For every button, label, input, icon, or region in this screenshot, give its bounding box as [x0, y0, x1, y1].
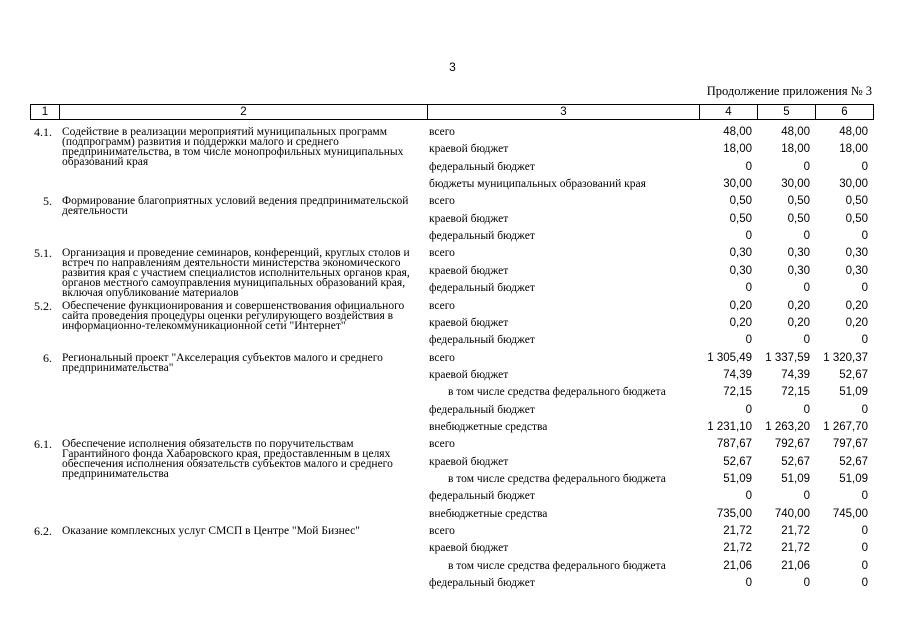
- value-col-6: 0: [861, 542, 868, 555]
- funding-source-sub: в том числе средства федерального бюджета: [448, 473, 666, 485]
- funding-source: всего: [429, 126, 455, 138]
- header-col-2: 2: [60, 105, 428, 120]
- value-col-4: 18,00: [723, 143, 752, 156]
- value-col-5: 1 337,59: [765, 351, 810, 364]
- funding-source: всего: [429, 195, 455, 208]
- value-col-6: 797,67: [832, 438, 868, 451]
- value-col-4: 0,30: [729, 264, 752, 277]
- value-col-4: 48,00: [723, 126, 752, 138]
- funding-source: всего: [429, 351, 455, 364]
- page-number: 3: [449, 60, 456, 74]
- value-col-6: 0,20: [845, 299, 868, 312]
- value-col-6: 745,00: [832, 507, 868, 520]
- value-col-5: 0,20: [787, 316, 810, 329]
- funding-source: краевой бюджет: [429, 212, 509, 225]
- value-col-5: 72,15: [781, 386, 810, 399]
- value-col-5: 1 263,20: [765, 420, 810, 433]
- value-col-6: 0: [861, 490, 868, 503]
- value-col-6: 0,30: [845, 264, 868, 277]
- value-col-4: 1 231,10: [707, 420, 752, 433]
- item-number: 4.1.: [34, 125, 52, 139]
- funding-source-sub: в том числе средства федерального бюджета: [448, 386, 666, 399]
- value-col-6: 52,67: [839, 455, 868, 468]
- header-col-6: 6: [816, 105, 874, 120]
- value-col-5: 21,72: [781, 542, 810, 555]
- value-col-6: 0: [861, 559, 868, 572]
- header-col-1: 1: [31, 105, 60, 120]
- value-col-5: 0,50: [787, 212, 810, 225]
- item-number: 6.1.: [34, 437, 52, 452]
- value-col-5: 52,67: [781, 455, 810, 468]
- item-title: Содействие в реализации мероприятий муниципальных программ (подпрограмм) развития и поддержки малого и среднего предпринимательства, в том числе монопрофильных муниципальных образований края: [62, 126, 404, 168]
- value-col-5: 74,39: [781, 368, 810, 381]
- item-title: Обеспечение функционирования и совершенствования официального сайта проведения процедуры оценки регулирующего воздействия в информационно-телекоммуникационной сети "Интернет": [62, 299, 405, 332]
- funding-source: федеральный бюджет: [429, 160, 535, 173]
- value-col-4: 21,06: [723, 559, 752, 572]
- value-col-6: 0: [861, 577, 868, 590]
- item-title: Оказание комплексных услуг СМСП в Центре "Мой Бизнес": [62, 525, 360, 538]
- value-col-4: 0,20: [729, 299, 752, 312]
- value-col-4: 0: [745, 403, 752, 416]
- value-col-4: 0: [745, 160, 752, 173]
- item-title: Формирование благоприятных условий ведения предпринимательской деятельности: [62, 195, 409, 218]
- value-col-6: 0: [861, 334, 868, 347]
- item-number: 5.2.: [34, 298, 52, 313]
- value-col-5: 18,00: [781, 143, 810, 156]
- value-col-5: 0: [803, 160, 810, 173]
- item-number: 5.1.: [34, 246, 52, 261]
- item-title: Организация и проведение семинаров, конференций, круглых столов и встреч по направлениям деятельности министерства экономического развития края с участием специалистов исполнительных органов края, органов местного самоуправления муниципальных образований края, включая опубликование материалов: [62, 247, 410, 300]
- value-col-5: 51,09: [781, 473, 810, 485]
- value-col-4: 0,50: [729, 195, 752, 208]
- item-title: Обеспечение исполнения обязательств по поручительствам Гарантийного фонда Хабаровского края, предоставленным в целях обеспечения исполнения обязательств субъектов малого и среднего предпринимательства: [62, 438, 393, 481]
- value-col-4: 0: [745, 490, 752, 503]
- funding-source: федеральный бюджет: [429, 403, 535, 416]
- item-number: 5.: [43, 194, 52, 209]
- continuation-label: Продолжение приложения № 3: [706, 84, 872, 98]
- value-col-5: 0: [803, 403, 810, 416]
- value-col-6: 0,50: [845, 195, 868, 208]
- value-col-5: 0,30: [787, 264, 810, 277]
- value-col-6: 1 320,37: [823, 351, 868, 364]
- value-col-6: 18,00: [839, 143, 868, 156]
- value-col-5: 0,20: [787, 299, 810, 312]
- value-col-4: 30,00: [723, 178, 752, 191]
- value-col-5: 30,00: [781, 178, 810, 191]
- header-col-3: 3: [428, 105, 700, 120]
- value-col-5: 0: [803, 490, 810, 503]
- value-col-4: 0: [745, 282, 752, 295]
- value-col-6: 52,67: [839, 368, 868, 381]
- value-col-6: 0: [861, 282, 868, 295]
- value-col-5: 0: [803, 282, 810, 295]
- funding-source: краевой бюджет: [429, 455, 509, 468]
- value-col-5: 792,67: [774, 438, 810, 451]
- funding-source: краевой бюджет: [429, 542, 509, 555]
- value-col-5: 0,50: [787, 195, 810, 208]
- value-col-5: 48,00: [781, 126, 810, 138]
- item-number: 6.2.: [34, 524, 52, 539]
- funding-source-sub: в том числе средства федерального бюджета: [448, 559, 666, 572]
- value-col-4: 0: [745, 334, 752, 347]
- funding-source: внебюджетные средства: [429, 420, 548, 433]
- value-col-6: 0: [861, 525, 868, 538]
- value-col-6: 48,00: [839, 126, 868, 138]
- item-title: Региональный проект "Акселерация субъектов малого и среднего предпринимательства": [62, 351, 383, 374]
- value-col-5: 0: [803, 334, 810, 347]
- funding-source: краевой бюджет: [429, 143, 509, 156]
- value-col-5: 0: [803, 230, 810, 243]
- funding-source: краевой бюджет: [429, 264, 509, 277]
- value-col-4: 1 305,49: [707, 351, 752, 364]
- funding-source: внебюджетные средства: [429, 507, 548, 520]
- value-col-4: 787,67: [716, 438, 752, 451]
- value-col-4: 735,00: [716, 507, 752, 520]
- funding-source: федеральный бюджет: [429, 230, 535, 243]
- value-col-4: 74,39: [723, 368, 752, 381]
- funding-source: федеральный бюджет: [429, 577, 535, 590]
- value-col-5: 740,00: [774, 507, 810, 520]
- value-col-6: 0,20: [845, 316, 868, 329]
- value-col-4: 72,15: [723, 386, 752, 399]
- value-col-4: 0,20: [729, 316, 752, 329]
- value-col-4: 52,67: [723, 455, 752, 468]
- value-col-5: 21,06: [781, 559, 810, 572]
- value-col-4: 0: [745, 577, 752, 590]
- value-col-4: 0: [745, 230, 752, 243]
- value-col-4: 0,50: [729, 212, 752, 225]
- value-col-6: 51,09: [839, 386, 868, 399]
- funding-source: всего: [429, 247, 455, 260]
- header-col-5: 5: [758, 105, 816, 120]
- value-col-5: 21,72: [781, 525, 810, 538]
- value-col-6: 0: [861, 230, 868, 243]
- item-number: 6.: [43, 350, 52, 365]
- funding-source: федеральный бюджет: [429, 334, 535, 347]
- value-col-6: 0: [861, 403, 868, 416]
- value-col-4: 0,30: [729, 247, 752, 260]
- funding-source: всего: [429, 438, 455, 451]
- funding-source: краевой бюджет: [429, 368, 509, 381]
- value-col-6: 1 267,70: [823, 420, 868, 433]
- funding-source: всего: [429, 299, 455, 312]
- value-col-6: 0,30: [845, 247, 868, 260]
- value-col-6: 0: [861, 160, 868, 173]
- funding-source: федеральный бюджет: [429, 490, 535, 503]
- header-col-4: 4: [700, 105, 758, 120]
- value-col-4: 21,72: [723, 542, 752, 555]
- value-col-4: 21,72: [723, 525, 752, 538]
- value-col-6: 51,09: [839, 473, 868, 485]
- value-col-5: 0,30: [787, 247, 810, 260]
- value-col-4: 51,09: [723, 473, 752, 485]
- funding-source: краевой бюджет: [429, 316, 509, 329]
- value-col-6: 30,00: [839, 178, 868, 191]
- value-col-6: 0,50: [845, 212, 868, 225]
- value-col-5: 0: [803, 577, 810, 590]
- funding-source: бюджеты муниципальных образований края: [429, 178, 646, 191]
- funding-source: всего: [429, 525, 455, 538]
- funding-source: федеральный бюджет: [429, 282, 535, 295]
